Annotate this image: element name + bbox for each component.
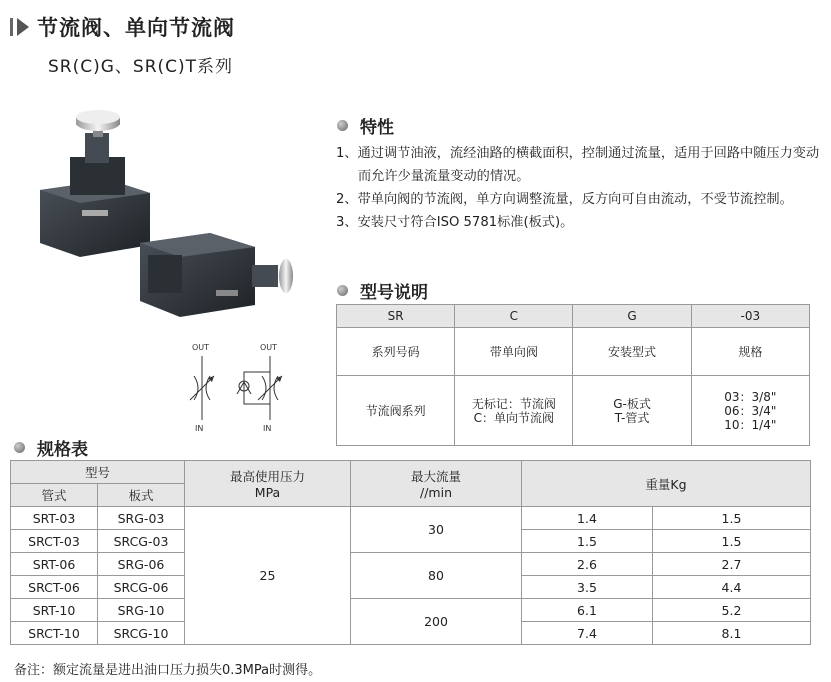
pipe-model-cell: SRCT-03 xyxy=(11,530,98,553)
pressure-cell: 25 xyxy=(185,507,351,645)
header-pressure-line2: MPa xyxy=(254,485,281,500)
page-subtitle: SR(C)G、SR(C)T系列 xyxy=(48,57,234,77)
plate-model-cell: SRG-03 xyxy=(98,507,185,530)
model-code-cell: C xyxy=(455,305,573,328)
model-detail-cell xyxy=(455,376,573,446)
model-meaning-cell: 规格 xyxy=(691,328,809,376)
model-meaning-cell: 带单向阀 xyxy=(455,328,573,376)
table-row xyxy=(11,507,811,530)
model-code-cell: -03 xyxy=(691,305,809,328)
weight-cell: 2.6 xyxy=(522,553,653,576)
pipe-model-cell: SRCT-06 xyxy=(11,576,98,599)
symbol1-out-label: OUT xyxy=(192,343,210,352)
detail-line: 无标记：节流阀 xyxy=(471,396,556,411)
flow-cell: 30 xyxy=(351,507,522,553)
feature-item: 1、通过调节油液，流经油路的横截面积，控制通过流量，适用于回路中随压力变动而允许少量流量变动的情况。 xyxy=(336,146,820,184)
detail-line: T-管式 xyxy=(614,410,650,425)
model-code-table xyxy=(336,304,810,446)
features-heading-text: 特性 xyxy=(360,118,394,138)
flow-cell: 80 xyxy=(351,553,522,599)
header-model: 型号 xyxy=(11,461,185,484)
valve-product-image xyxy=(30,105,310,335)
plate-model-cell: SRG-10 xyxy=(98,599,185,622)
pipe-model-cell: SRT-10 xyxy=(11,599,98,622)
detail-line: 06：3/4" xyxy=(724,403,777,418)
plate-model-cell: SRG-06 xyxy=(98,553,185,576)
spec-heading-text: 规格表 xyxy=(37,440,88,460)
features-heading xyxy=(337,113,394,138)
header-pressure-line1: 最高使用压力 xyxy=(229,469,305,484)
page-title xyxy=(10,12,235,42)
weight-cell: 7.4 xyxy=(522,622,653,645)
weight-cell: 3.5 xyxy=(522,576,653,599)
feature-item: 2、带单向阀的节流阀，单方向调整流量，反方向可自由流动，不受节流控制。 xyxy=(336,192,793,207)
detail-line: 10：1/4" xyxy=(724,417,777,432)
weight-cell: 1.5 xyxy=(653,530,811,553)
detail-line: G-板式 xyxy=(613,396,651,411)
footnote: 备注：额定流量是进出油口压力损失0.3MPa时测得。 xyxy=(14,663,322,678)
weight-cell: 5.2 xyxy=(653,599,811,622)
header-flow-line2: //min xyxy=(420,485,452,500)
detail-line: 03：3/8" xyxy=(724,389,777,404)
check-throttle-valve-symbol xyxy=(232,342,292,434)
weight-cell: 1.5 xyxy=(522,530,653,553)
header-plate: 板式 xyxy=(98,484,185,507)
flow-cell: 200 xyxy=(351,599,522,645)
pipe-model-cell: SRCT-10 xyxy=(11,622,98,645)
bullet-icon xyxy=(337,285,348,296)
model-detail-cell: 节流阀系列 xyxy=(337,376,455,446)
model-detail-cell xyxy=(691,376,809,446)
symbol2-out-label: OUT xyxy=(260,343,278,352)
pipe-model-cell: SRT-06 xyxy=(11,553,98,576)
detail-line: C：单向节流阀 xyxy=(473,410,555,425)
weight-cell: 4.4 xyxy=(653,576,811,599)
model-heading xyxy=(337,278,428,303)
title-bar-mark xyxy=(10,18,13,36)
pipe-model-cell: SRT-03 xyxy=(11,507,98,530)
weight-cell: 2.7 xyxy=(653,553,811,576)
weight-cell: 1.5 xyxy=(653,507,811,530)
plate-model-cell: SRCG-06 xyxy=(98,576,185,599)
header-flow xyxy=(351,461,522,507)
header-pressure xyxy=(185,461,351,507)
table-row xyxy=(11,553,811,576)
table-row xyxy=(11,599,811,622)
model-code-cell: G xyxy=(573,305,691,328)
bullet-icon xyxy=(337,120,348,131)
bullet-icon xyxy=(14,442,25,453)
model-detail-cell xyxy=(573,376,691,446)
weight-cell: 6.1 xyxy=(522,599,653,622)
feature-item: 3、安装尺寸符合ISO 5781标准(板式)。 xyxy=(336,215,574,230)
header-flow-line1: 最大流量 xyxy=(410,469,461,484)
plate-model-cell: SRCG-10 xyxy=(98,622,185,645)
spec-table xyxy=(10,460,811,645)
model-meaning-cell: 系列号码 xyxy=(337,328,455,376)
title-arrow-icon xyxy=(17,18,29,36)
header-weight: 重量Kg xyxy=(522,461,811,507)
model-code-cell: SR xyxy=(337,305,455,328)
symbol1-in-label: IN xyxy=(195,424,204,433)
throttle-valve-symbol xyxy=(180,342,230,434)
weight-cell: 1.4 xyxy=(522,507,653,530)
model-meaning-cell: 安装型式 xyxy=(573,328,691,376)
header-pipe: 管式 xyxy=(11,484,98,507)
plate-model-cell: SRCG-03 xyxy=(98,530,185,553)
model-heading-text: 型号说明 xyxy=(360,283,428,303)
title-text: 节流阀、单向节流阀 xyxy=(37,16,235,40)
weight-cell: 8.1 xyxy=(653,622,811,645)
features-list xyxy=(336,142,826,234)
spec-heading xyxy=(14,435,88,460)
symbol2-in-label: IN xyxy=(263,424,272,433)
